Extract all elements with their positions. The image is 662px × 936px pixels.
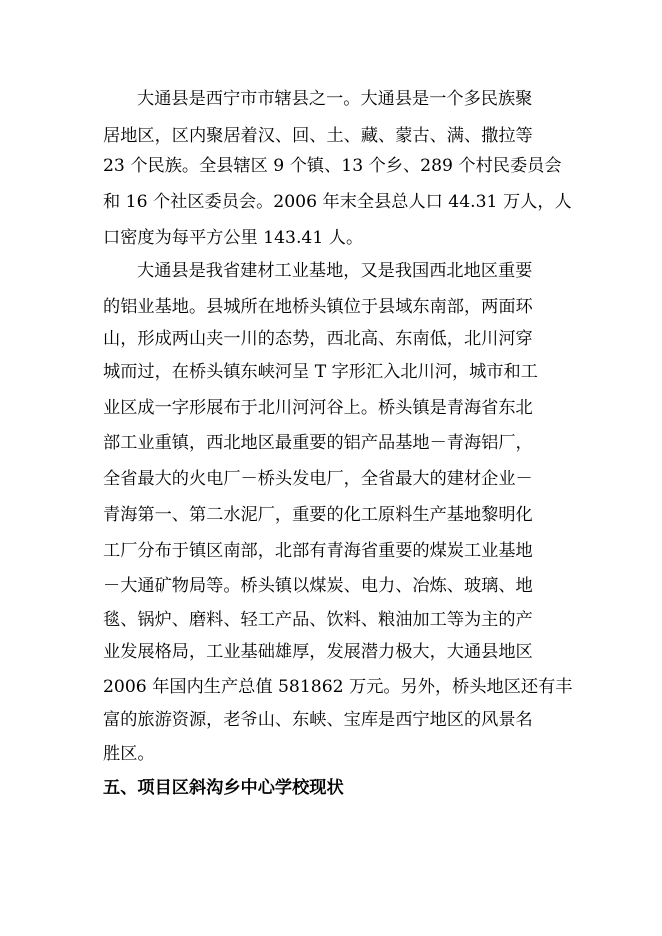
paragraph-line: 富的旅游资源，老爷山、东峡、宝库是西宁地区的风景名 — [103, 710, 533, 730]
paragraph-line: 部工业重镇，西北地区最重要的铝产品基地－青海铝厂， — [103, 433, 533, 453]
paragraph-line: 业区成一字形展布于北川河河谷上。桥头镇是青海省东北 — [103, 398, 533, 418]
paragraph-line: 的铝业基地。县城所在地桥头镇位于县域东南部，两面环 — [103, 297, 533, 317]
paragraph-line: －大通矿物局等。桥头镇以煤炭、电力、冶炼、玻璃、地 — [103, 576, 533, 596]
paragraph-line: 山，形成两山夹一川的态势，西北高、东南低，北川河穿 — [103, 329, 533, 349]
paragraph-line: 居地区，区内聚居着汉、回、土、藏、蒙古、满、撒拉等 — [103, 126, 533, 146]
paragraph-line: 口密度为每平方公里 143.41 人。 — [103, 228, 364, 248]
paragraph-line: 大通县是西宁市市辖县之一。大通县是一个多民族聚 — [137, 89, 533, 109]
paragraph-line: 城而过，在桥头镇东峡河呈 T 字形汇入北川河，城市和工 — [103, 362, 538, 382]
paragraph-line: 工厂分布于镇区南部，北部有青海省重要的煤炭工业基地 — [103, 541, 533, 561]
paragraph-line: 全省最大的火电厂－桥头发电厂，全省最大的建材企业－ — [103, 469, 533, 489]
paragraph-line: 大通县是我省建材工业基地，又是我国西北地区重要 — [137, 261, 533, 281]
paragraph-line: 和 16 个社区委员会。2006 年末全县总人口 44.31 万人，人 — [103, 192, 572, 212]
paragraph-line: 23 个民族。全县辖区 9 个镇、13 个乡、289 个村民委员会 — [103, 156, 562, 176]
paragraph-line: 2006 年国内生产总值 581862 万元。另外，桥头地区还有丰 — [103, 677, 573, 697]
paragraph-line: 青海第一、第二水泥厂，重要的化工原料生产基地黎明化 — [103, 505, 533, 525]
paragraph-line: 毯、锅炉、磨料、轻工产品、饮料、粮油加工等为主的产 — [103, 610, 533, 630]
paragraph-line: 胜区。 — [103, 744, 155, 764]
section-heading: 五、项目区斜沟乡中心学校现状 — [103, 778, 344, 798]
paragraph-line: 业发展格局，工业基础雄厚，发展潜力极大，大通县地区 — [103, 642, 533, 662]
